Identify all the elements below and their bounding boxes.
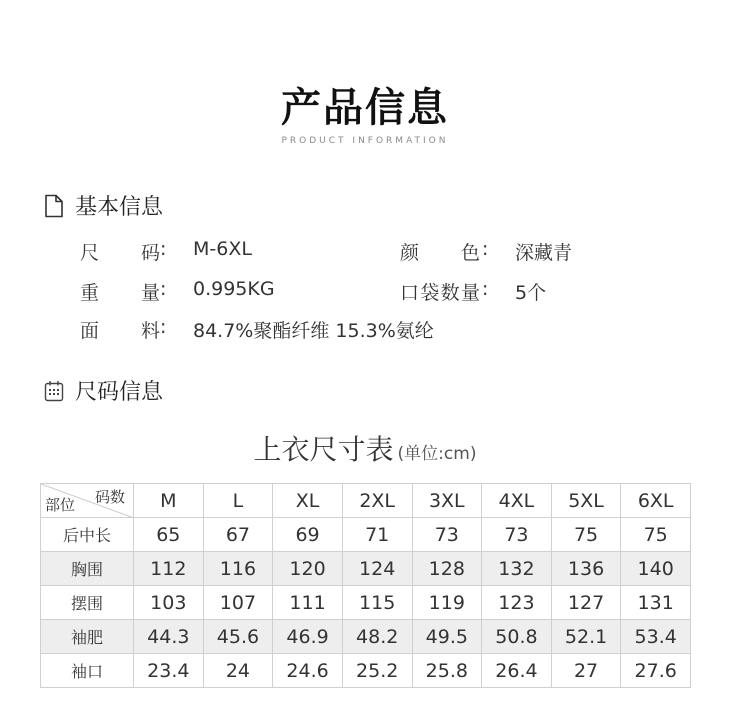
table-cell: 123 [482,586,552,620]
row-header: 胸围 [41,552,134,586]
table-cell: 120 [273,552,343,586]
info-label-char: 量 [140,282,160,304]
info-label-secondary [400,238,480,265]
table-cell: 75 [621,518,691,552]
table-cell: 52.1 [551,620,621,654]
size-table [40,483,691,688]
table-cell: 46.9 [273,620,343,654]
info-label-char: 量 [460,282,480,304]
table-cell: 25.8 [412,654,482,688]
size-table-unit: (单位:cm) [397,444,477,464]
size-column-header: 2XL [342,484,412,518]
basic-info-heading [43,190,163,221]
table-cell: 50.8 [482,620,552,654]
info-colon: : [160,316,167,338]
calendar-icon [43,379,65,403]
size-info-title: 尺码信息 [75,380,164,405]
table-cell: 23.4 [134,654,204,688]
table-cell: 24.6 [273,654,343,688]
info-label-char: 口 [400,282,420,304]
table-cell: 71 [342,518,412,552]
size-column-header: XL [273,484,343,518]
table-cell: 112 [134,552,204,586]
table-cell: 116 [203,552,273,586]
size-column-header: 6XL [621,484,691,518]
table-cell: 131 [621,586,691,620]
info-label-char: 面 [80,320,100,342]
row-header: 摆围 [41,586,134,620]
table-cell: 75 [551,518,621,552]
info-label-char: 码 [140,242,160,264]
info-label-char: 数 [440,282,460,304]
info-label-char: 重 [80,282,100,304]
info-label-char: 袋 [420,282,440,304]
table-cell: 124 [342,552,412,586]
info-colon: : [482,238,489,260]
table-cell: 67 [203,518,273,552]
size-table-caption [0,428,730,468]
table-cell: 27 [551,654,621,688]
size-table-title: 上衣尺寸表 [253,433,394,466]
table-cell: 132 [482,552,552,586]
info-value-secondary: 深藏青 [515,242,573,264]
size-column-header: 4XL [482,484,552,518]
info-value-secondary: 5个 [515,282,547,304]
row-header: 袖口 [41,654,134,688]
info-label-char: 颜 [400,242,420,264]
table-row [41,552,691,586]
table-cell: 26.4 [482,654,552,688]
table-corner-cell [41,484,134,518]
table-cell: 73 [482,518,552,552]
table-cell: 44.3 [134,620,204,654]
table-cell: 103 [134,586,204,620]
table-cell: 136 [551,552,621,586]
table-row [41,586,691,620]
info-value: 0.995KG [193,278,275,300]
page-title: 产品信息 [281,85,449,131]
info-label [80,278,160,305]
info-label-char: 尺 [80,242,100,264]
table-cell: 48.2 [342,620,412,654]
size-column-header: 3XL [412,484,482,518]
info-label-char: 色 [460,242,480,264]
table-cell: 53.4 [621,620,691,654]
table-cell: 140 [621,552,691,586]
table-cell: 45.6 [203,620,273,654]
table-cell: 27.6 [621,654,691,688]
table-row [41,654,691,688]
size-column-header: L [203,484,273,518]
corner-label-part: 部位 [45,496,76,514]
table-cell: 49.5 [412,620,482,654]
info-label [80,238,160,265]
table-cell: 25.2 [342,654,412,688]
size-info-heading [43,375,163,406]
page-subtitle: PRODUCT INFORMATION [281,136,449,146]
info-colon: : [482,278,489,300]
table-cell: 128 [412,552,482,586]
corner-label-size: 码数 [94,488,125,506]
table-cell: 107 [203,586,273,620]
size-column-header: 5XL [551,484,621,518]
info-colon: : [160,278,167,300]
table-cell: 24 [203,654,273,688]
document-icon [43,194,65,218]
table-cell: 65 [134,518,204,552]
table-row [41,518,691,552]
table-cell: 69 [273,518,343,552]
size-column-header: M [134,484,204,518]
table-row [41,620,691,654]
info-label-char: 料 [140,320,160,342]
info-label-secondary [400,278,480,305]
table-cell: 127 [551,586,621,620]
basic-info-title: 基本信息 [75,195,164,220]
row-header: 袖肥 [41,620,134,654]
info-colon: : [160,238,167,260]
info-value: M-6XL [193,238,252,260]
table-cell: 119 [412,586,482,620]
table-header-row [41,484,691,518]
table-cell: 111 [273,586,343,620]
table-cell: 73 [412,518,482,552]
row-header: 后中长 [41,518,134,552]
info-value: 84.7%聚酯纤维 15.3%氨纶 [193,320,434,342]
info-label [80,316,160,343]
table-cell: 115 [342,586,412,620]
